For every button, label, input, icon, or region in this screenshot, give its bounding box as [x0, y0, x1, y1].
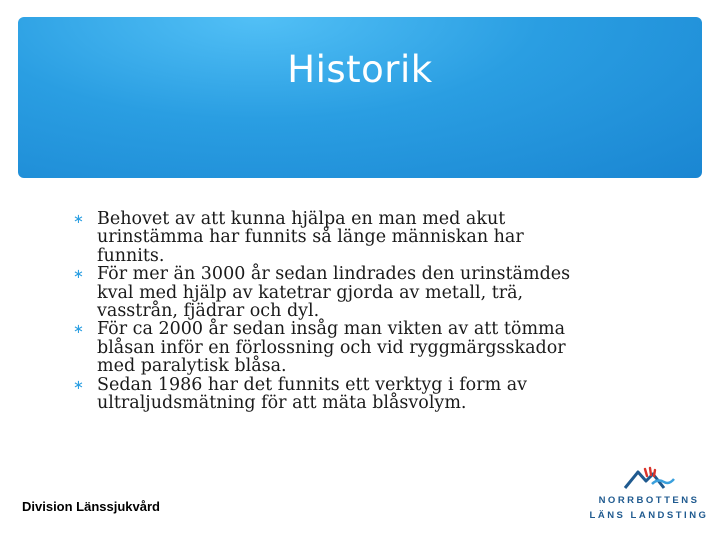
bullet-item — [73, 376, 643, 413]
bullet-item — [73, 320, 643, 375]
bullet-line: För mer än 3000 år sedan lindrades den urinstämdes — [97, 264, 571, 285]
asterisk-bullet-icon: ∗ — [73, 267, 84, 283]
bullet-line: Sedan 1986 har det funnits ett verktyg i form av — [97, 374, 528, 395]
title-banner — [18, 17, 702, 178]
norrbottens-logo — [586, 466, 712, 528]
asterisk-bullet-icon: ∗ — [73, 322, 84, 338]
mountain-wave-logo-icon — [622, 466, 676, 492]
bullet-line: För ca 2000 år sedan insåg man vikten av att tömma — [97, 319, 566, 340]
bullet-line: kval med hjälp av katetrar gjorda av metall, trä, — [97, 282, 524, 303]
bullet-line: ultraljudsmätning för att mäta blåsvolym. — [97, 393, 467, 414]
bullet-line: urinstämma har funnits så länge människan har — [97, 227, 524, 248]
bullet-list — [73, 210, 643, 412]
logo-text-line2: LÄNS LANDSTING — [589, 510, 709, 521]
bullet-line: funnits. — [97, 245, 165, 266]
asterisk-bullet-icon: ∗ — [73, 212, 84, 227]
bullet-line: blåsan inför en förlossning och vid ryggmärgsskador — [97, 337, 566, 358]
bullet-line: vasstrån, fjädrar och dyl. — [97, 301, 320, 322]
bullet-item — [73, 265, 643, 320]
footer-division: Division Länssjukvård — [22, 499, 160, 514]
bullet-line: Behovet av att kunna hjälpa en man med akut — [97, 209, 506, 229]
logo-text-line1: NORRBOTTENS — [598, 495, 700, 506]
bullet-line: med paralytisk blåsa. — [97, 356, 287, 377]
slide-title: Historik — [287, 48, 433, 91]
bullet-item — [73, 210, 643, 265]
asterisk-bullet-icon: ∗ — [73, 377, 84, 393]
